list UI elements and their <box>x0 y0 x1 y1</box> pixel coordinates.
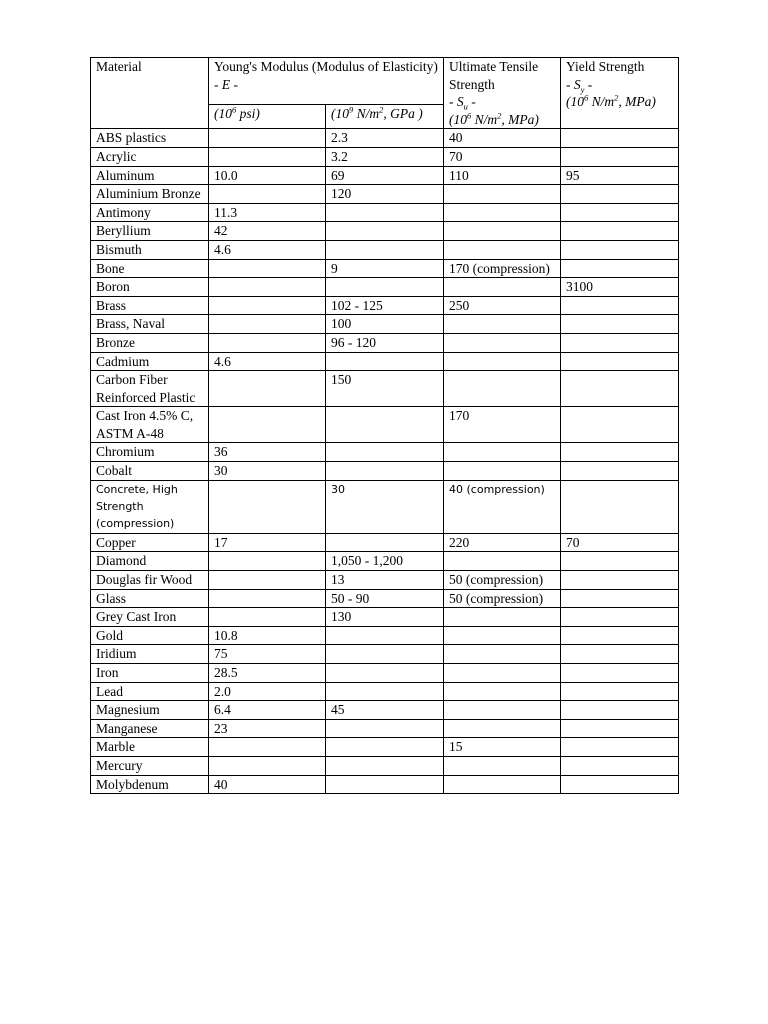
cell-material: ABS plastics <box>91 129 209 148</box>
cell-youngs-gpa: 2.3 <box>326 129 444 148</box>
material-properties-table <box>90 57 679 794</box>
table-row <box>91 240 679 259</box>
cell-yield <box>561 147 679 166</box>
cell-yield <box>561 682 679 701</box>
table-row <box>91 480 679 533</box>
cell-youngs-psi <box>209 315 326 334</box>
cell-tensile <box>444 333 561 352</box>
cell-youngs-psi <box>209 589 326 608</box>
cell-youngs-gpa <box>326 240 444 259</box>
table-row <box>91 203 679 222</box>
cell-tensile <box>444 608 561 627</box>
cell-material: Marble <box>91 738 209 757</box>
cell-youngs-psi <box>209 147 326 166</box>
cell-youngs-gpa <box>326 407 444 443</box>
cell-tensile: 70 <box>444 147 561 166</box>
header-yield-label: Yield Strength <box>566 59 645 74</box>
cell-tensile <box>444 664 561 683</box>
cell-tensile <box>444 719 561 738</box>
cell-material: Bone <box>91 259 209 278</box>
cell-youngs-gpa: 13 <box>326 571 444 590</box>
cell-youngs-psi: 4.6 <box>209 352 326 371</box>
cell-yield <box>561 259 679 278</box>
cell-youngs-gpa: 150 <box>326 371 444 407</box>
cell-yield <box>561 407 679 443</box>
cell-yield <box>561 589 679 608</box>
cell-material: Bronze <box>91 333 209 352</box>
table-row <box>91 129 679 148</box>
header-yield <box>561 58 679 129</box>
table-row <box>91 757 679 776</box>
cell-yield <box>561 443 679 462</box>
cell-material: Beryllium <box>91 222 209 241</box>
cell-yield: 3100 <box>561 278 679 297</box>
cell-yield <box>561 480 679 533</box>
symbol-prefix: - <box>214 76 222 92</box>
symbol-sy: - $S_y$ - <box>566 76 593 95</box>
cell-tensile: 40 <box>444 129 561 148</box>
cell-youngs-psi: 6.4 <box>209 701 326 720</box>
header-tensile-unit: ($10^6$ $N/m^2$, MPa) <box>449 110 539 127</box>
cell-material: Iron <box>91 664 209 683</box>
cell-youngs-gpa: 45 <box>326 701 444 720</box>
cell-tensile <box>444 775 561 794</box>
cell-youngs-psi <box>209 480 326 533</box>
cell-yield <box>561 775 679 794</box>
cell-youngs-gpa: 3.2 <box>326 147 444 166</box>
table-row <box>91 682 679 701</box>
header-yield-unit: ($10^6$ $N/m^2$, MPa) <box>566 92 656 110</box>
header-unit-gpa: ($10^9$ $N/m^2$, GPa ) <box>326 105 444 129</box>
cell-yield <box>561 608 679 627</box>
cell-youngs-psi: 2.0 <box>209 682 326 701</box>
cell-tensile <box>444 222 561 241</box>
cell-youngs-psi: 30 <box>209 462 326 481</box>
cell-material: Lead <box>91 682 209 701</box>
cell-youngs-gpa <box>326 757 444 776</box>
cell-tensile: 50 (compression) <box>444 571 561 590</box>
cell-youngs-psi: 17 <box>209 533 326 552</box>
table-row <box>91 664 679 683</box>
cell-youngs-gpa <box>326 203 444 222</box>
cell-youngs-psi <box>209 738 326 757</box>
cell-tensile <box>444 626 561 645</box>
table-row <box>91 352 679 371</box>
cell-yield <box>561 462 679 481</box>
cell-tensile <box>444 757 561 776</box>
cell-youngs-psi <box>209 608 326 627</box>
cell-youngs-gpa <box>326 462 444 481</box>
table-row <box>91 222 679 241</box>
cell-youngs-psi: 11.3 <box>209 203 326 222</box>
cell-youngs-psi: 40 <box>209 775 326 794</box>
cell-tensile <box>444 315 561 334</box>
cell-youngs-gpa <box>326 738 444 757</box>
table-row <box>91 462 679 481</box>
cell-youngs-gpa: 1,050 - 1,200 <box>326 552 444 571</box>
cell-yield <box>561 129 679 148</box>
cell-yield <box>561 571 679 590</box>
cell-yield <box>561 738 679 757</box>
cell-youngs-psi <box>209 296 326 315</box>
cell-youngs-gpa: 100 <box>326 315 444 334</box>
cell-youngs-gpa <box>326 352 444 371</box>
cell-youngs-psi: 36 <box>209 443 326 462</box>
cell-youngs-psi <box>209 407 326 443</box>
cell-youngs-gpa: 30 <box>326 480 444 533</box>
cell-material: Molybdenum <box>91 775 209 794</box>
cell-material: Bismuth <box>91 240 209 259</box>
cell-youngs-gpa <box>326 533 444 552</box>
table-row <box>91 719 679 738</box>
cell-youngs-psi: 23 <box>209 719 326 738</box>
cell-tensile <box>444 443 561 462</box>
cell-youngs-psi <box>209 571 326 590</box>
cell-youngs-psi: 10.8 <box>209 626 326 645</box>
cell-material: Chromium <box>91 443 209 462</box>
table-row <box>91 626 679 645</box>
cell-material: Aluminum <box>91 166 209 185</box>
cell-material: Cobalt <box>91 462 209 481</box>
cell-material: Acrylic <box>91 147 209 166</box>
cell-yield <box>561 315 679 334</box>
table-row <box>91 443 679 462</box>
cell-tensile: 110 <box>444 166 561 185</box>
cell-material: Mercury <box>91 757 209 776</box>
cell-youngs-psi <box>209 552 326 571</box>
cell-youngs-gpa: 96 - 120 <box>326 333 444 352</box>
cell-youngs-psi <box>209 333 326 352</box>
table-row <box>91 533 679 552</box>
cell-material: Manganese <box>91 719 209 738</box>
cell-material: Grey Cast Iron <box>91 608 209 627</box>
header-row <box>91 58 679 105</box>
cell-yield <box>561 352 679 371</box>
cell-material: Glass <box>91 589 209 608</box>
cell-youngs-psi <box>209 129 326 148</box>
cell-yield <box>561 222 679 241</box>
table-row <box>91 185 679 204</box>
cell-youngs-gpa: 130 <box>326 608 444 627</box>
table-row <box>91 147 679 166</box>
cell-youngs-gpa <box>326 719 444 738</box>
table-row <box>91 738 679 757</box>
cell-tensile: 220 <box>444 533 561 552</box>
cell-tensile <box>444 701 561 720</box>
cell-yield <box>561 626 679 645</box>
cell-youngs-gpa: 50 - 90 <box>326 589 444 608</box>
cell-youngs-psi <box>209 757 326 776</box>
cell-youngs-gpa: 102 - 125 <box>326 296 444 315</box>
table-row <box>91 552 679 571</box>
table-row <box>91 407 679 443</box>
cell-youngs-gpa <box>326 775 444 794</box>
table-row <box>91 371 679 407</box>
cell-tensile <box>444 185 561 204</box>
symbol-suffix: - <box>230 76 238 92</box>
cell-yield: 95 <box>561 166 679 185</box>
cell-youngs-gpa <box>326 443 444 462</box>
cell-youngs-gpa: 69 <box>326 166 444 185</box>
cell-material: Brass <box>91 296 209 315</box>
table-row <box>91 645 679 664</box>
cell-yield <box>561 552 679 571</box>
cell-youngs-gpa <box>326 278 444 297</box>
cell-tensile: 40 (compression) <box>444 480 561 533</box>
table-row <box>91 296 679 315</box>
cell-youngs-gpa <box>326 645 444 664</box>
cell-tensile: 15 <box>444 738 561 757</box>
table-row <box>91 259 679 278</box>
cell-yield <box>561 757 679 776</box>
cell-tensile <box>444 552 561 571</box>
table-row <box>91 315 679 334</box>
cell-material: Carbon Fiber Reinforced Plastic <box>91 371 209 407</box>
cell-tensile: 250 <box>444 296 561 315</box>
cell-material: Aluminium Bronze <box>91 185 209 204</box>
cell-yield <box>561 371 679 407</box>
cell-youngs-psi <box>209 185 326 204</box>
cell-youngs-psi: 75 <box>209 645 326 664</box>
header-tensile-label: Ultimate Tensile Strength <box>449 59 539 92</box>
cell-material: Cadmium <box>91 352 209 371</box>
cell-yield <box>561 296 679 315</box>
table-row <box>91 166 679 185</box>
cell-youngs-psi <box>209 259 326 278</box>
cell-tensile <box>444 278 561 297</box>
cell-youngs-psi: 10.0 <box>209 166 326 185</box>
cell-youngs-gpa: 9 <box>326 259 444 278</box>
cell-tensile <box>444 371 561 407</box>
header-tensile <box>444 58 561 129</box>
cell-youngs-gpa: 120 <box>326 185 444 204</box>
cell-tensile <box>444 682 561 701</box>
cell-yield <box>561 185 679 204</box>
cell-tensile <box>444 462 561 481</box>
cell-tensile: 170 <box>444 407 561 443</box>
cell-tensile: 50 (compression) <box>444 589 561 608</box>
cell-material: Concrete, High Strength (compression) <box>91 480 209 533</box>
cell-material: Magnesium <box>91 701 209 720</box>
header-material-label: Material <box>96 59 142 74</box>
cell-material: Iridium <box>91 645 209 664</box>
table-row <box>91 775 679 794</box>
cell-youngs-gpa <box>326 682 444 701</box>
cell-tensile <box>444 352 561 371</box>
header-material <box>91 58 209 129</box>
cell-material: Brass, Naval <box>91 315 209 334</box>
cell-tensile: 170 (compression) <box>444 259 561 278</box>
symbol-e: E <box>221 76 231 92</box>
cell-youngs-psi: 42 <box>209 222 326 241</box>
cell-youngs-gpa <box>326 222 444 241</box>
cell-yield <box>561 240 679 259</box>
header-unit-psi: ($10^6$ psi) <box>209 105 326 129</box>
cell-yield <box>561 664 679 683</box>
cell-material: Cast Iron 4.5% C, ASTM A-48 <box>91 407 209 443</box>
cell-yield <box>561 719 679 738</box>
cell-tensile <box>444 645 561 664</box>
table-row <box>91 589 679 608</box>
cell-yield <box>561 701 679 720</box>
cell-material: Douglas fir Wood <box>91 571 209 590</box>
cell-youngs-psi: 28.5 <box>209 664 326 683</box>
table-row <box>91 333 679 352</box>
table-body <box>91 58 679 794</box>
cell-youngs-psi <box>209 278 326 297</box>
cell-material: Diamond <box>91 552 209 571</box>
cell-yield <box>561 645 679 664</box>
header-youngs-label: Young's Modulus (Modulus of Elasticity) <box>214 59 438 74</box>
cell-yield <box>561 333 679 352</box>
cell-youngs-gpa <box>326 664 444 683</box>
cell-youngs-gpa <box>326 626 444 645</box>
table-row <box>91 701 679 720</box>
cell-youngs-psi: 4.6 <box>209 240 326 259</box>
table-row <box>91 571 679 590</box>
cell-material: Antimony <box>91 203 209 222</box>
cell-tensile <box>444 240 561 259</box>
symbol-su: - $S_u$ - <box>449 94 476 112</box>
cell-yield <box>561 203 679 222</box>
cell-youngs-psi <box>209 371 326 407</box>
cell-material: Copper <box>91 533 209 552</box>
table-row <box>91 608 679 627</box>
table-row <box>91 278 679 297</box>
cell-yield: 70 <box>561 533 679 552</box>
cell-material: Gold <box>91 626 209 645</box>
header-youngs-modulus <box>209 58 444 105</box>
cell-material: Boron <box>91 278 209 297</box>
cell-tensile <box>444 203 561 222</box>
